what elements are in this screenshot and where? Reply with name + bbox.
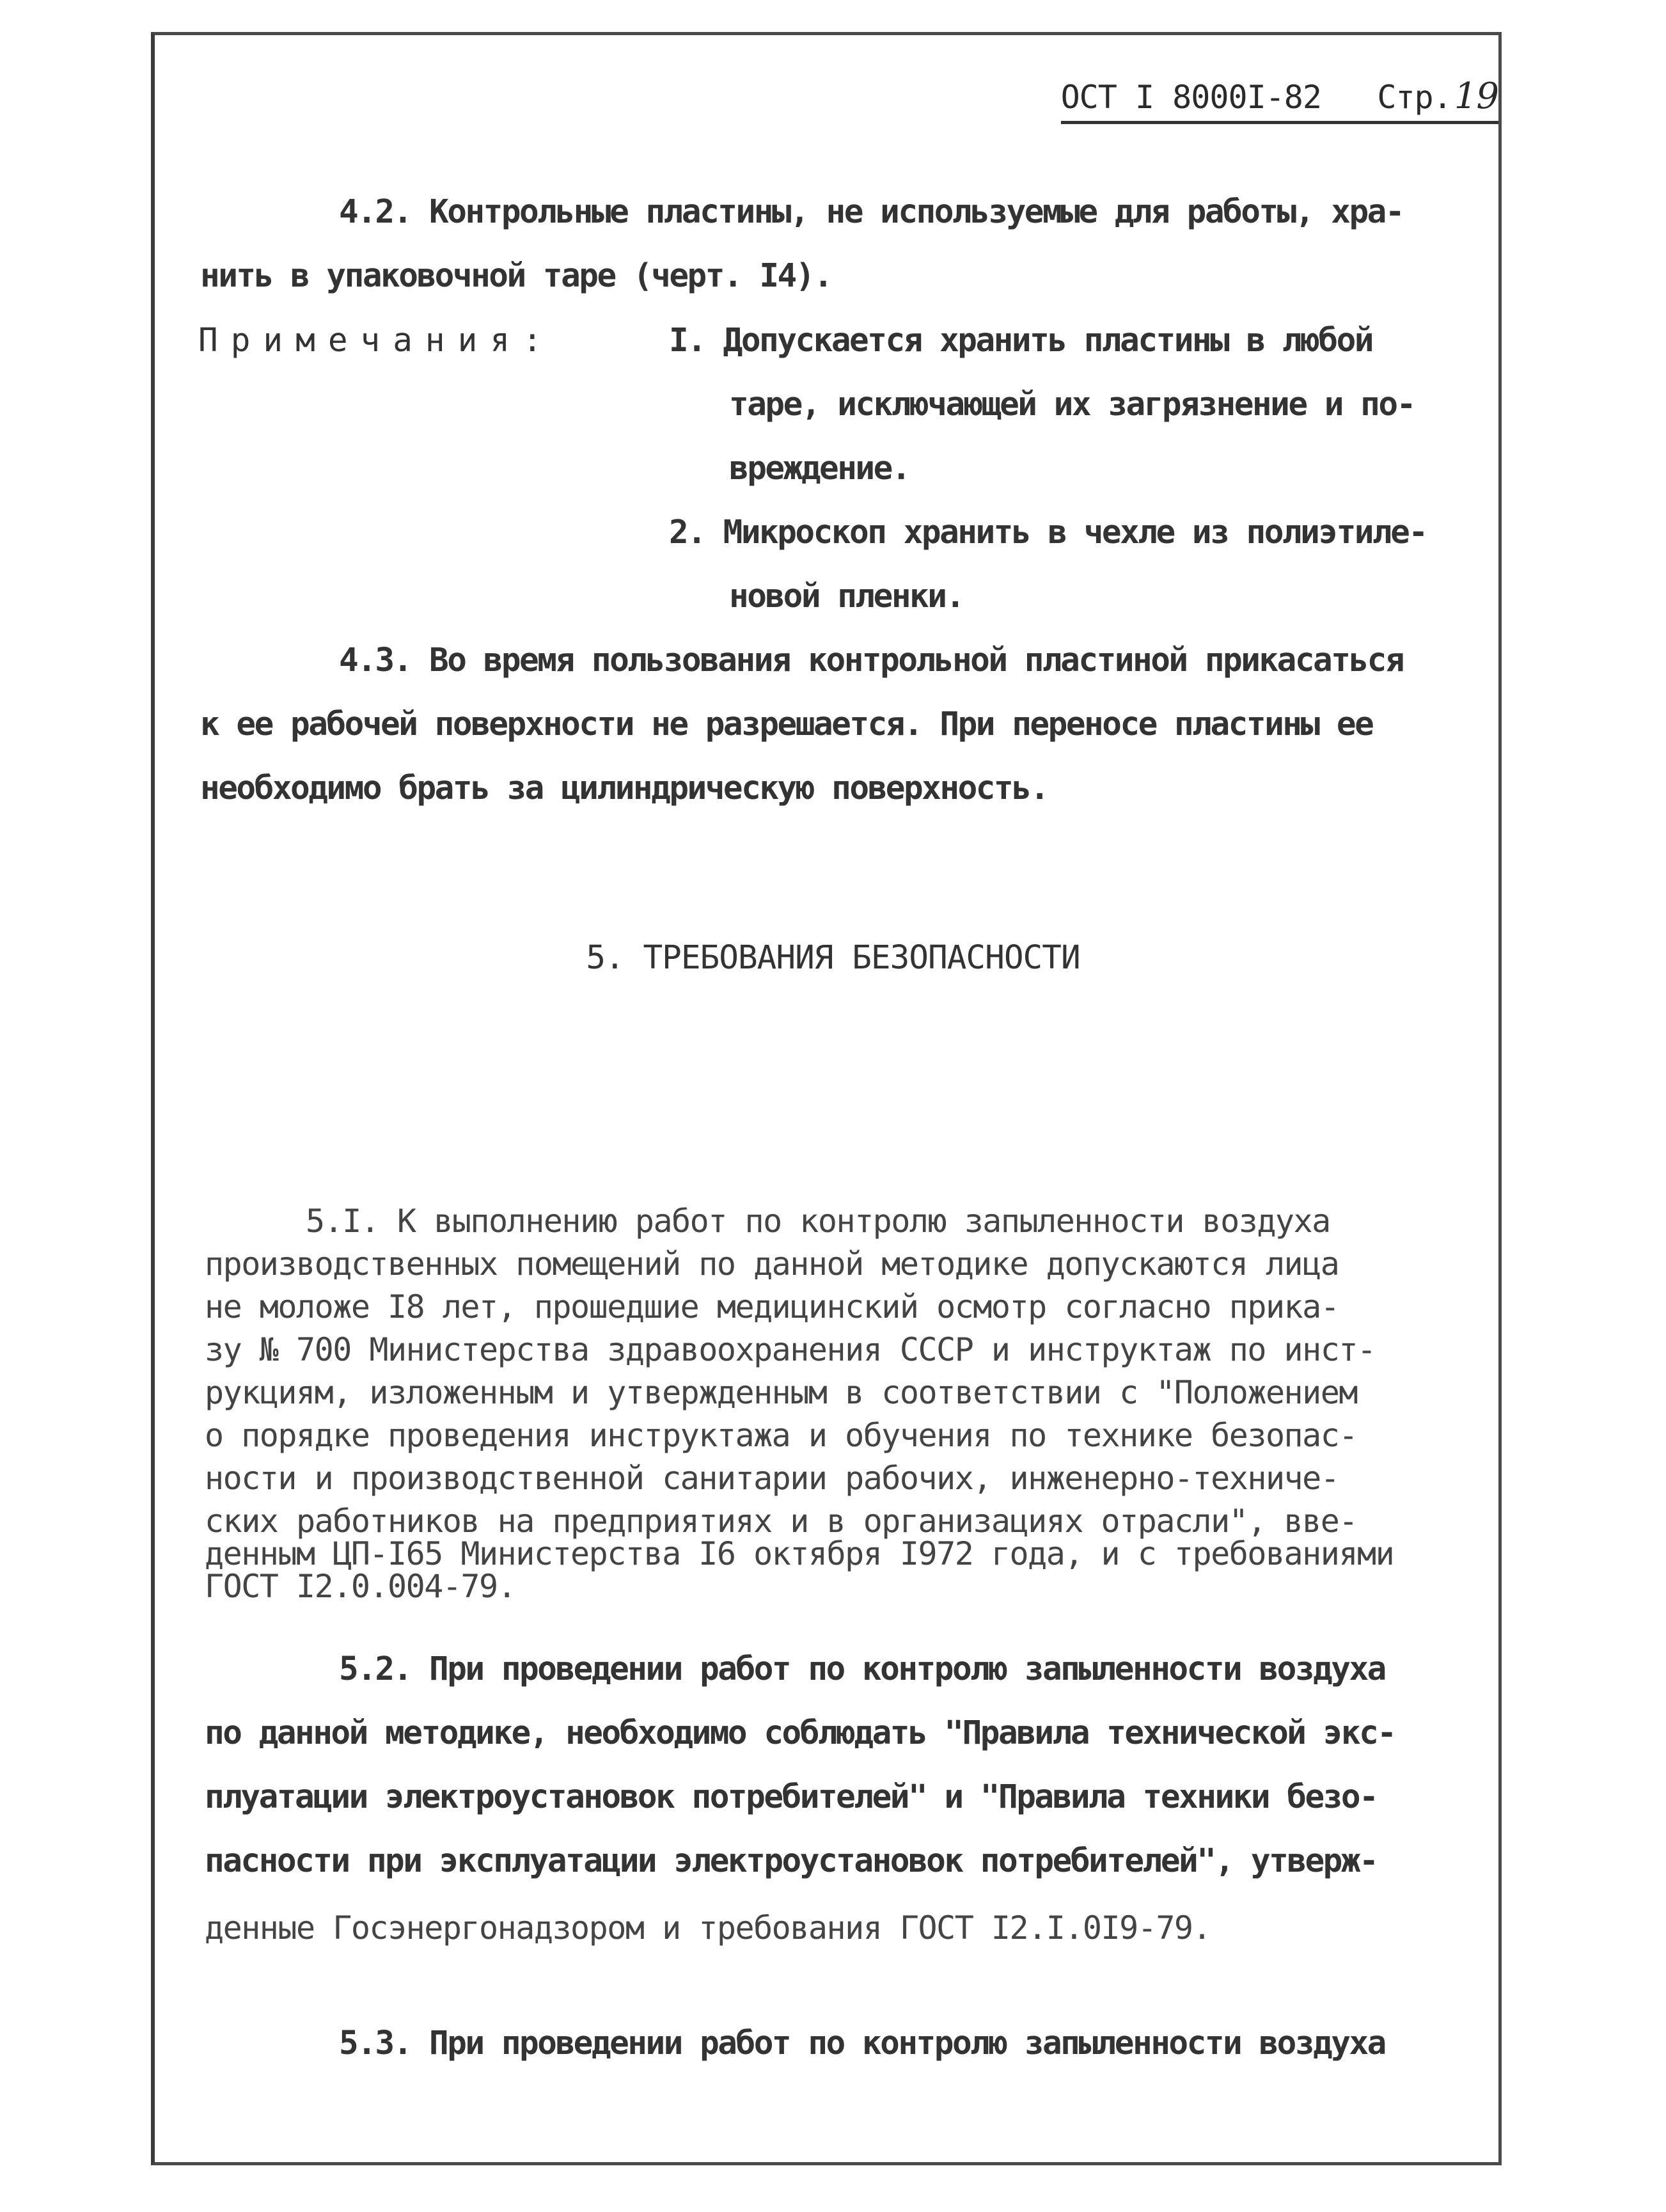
para-4-3-line: к ее рабочей поверхности не разрешается. При переносе пластины ее <box>200 706 1373 743</box>
para-4-2-line: нить в упаковочной таре (черт. I4). <box>200 257 832 295</box>
para-5-1-line: денным ЦП-I65 Министерства I6 октября I972 года, и с требованиями <box>205 1535 1394 1572</box>
para-5-1-line: производственных помещений по данной методике допускаются лица <box>205 1245 1339 1283</box>
note-item: новой пленки. <box>729 578 964 615</box>
document-number: ОСТ I 8000I-82 <box>1060 79 1321 116</box>
para-4-3-line: 4.3. Во время пользования контрольной пластиной прикасаться <box>339 642 1404 679</box>
page-number: 19 <box>1454 75 1498 117</box>
note-item: I. Допускается хранить пластины в любой <box>669 322 1372 359</box>
para-5-2-line: плуатации электроустановок потребителей" и "Правила техники безо- <box>205 1778 1378 1816</box>
note-item: вреждение. <box>729 450 910 487</box>
para-5-1-line: ГОСТ I2.0.004-79. <box>205 1568 516 1605</box>
notes-label: Примечания: <box>198 322 555 359</box>
para-5-1-line: ности и производственной санитарии рабочих, инженерно-техниче- <box>205 1460 1339 1497</box>
para-5-1-line: 5.I. К выполнению работ по контролю запыленности воздуха <box>306 1203 1330 1240</box>
para-5-1-line: не моложе I8 лет, прошедшие медицинский осмотр согласно прика- <box>205 1288 1339 1325</box>
para-5-1-line: ских работников на предприятиях и в организациях отрасли", вве- <box>205 1503 1357 1540</box>
note-item: таре, исключающей их загрязнение и по- <box>729 386 1415 423</box>
para-5-2-line: пасности при эксплуатации электроустановок потребителей", утверж- <box>205 1842 1378 1880</box>
para-5-1-line: зу № 700 Министерства здравоохранения СССР и инструктаж по инст- <box>205 1331 1376 1368</box>
page-header <box>1061 75 1498 124</box>
section-title: 5. ТРЕБОВАНИЯ БЕЗОПАСНОСТИ <box>586 939 1080 977</box>
para-5-2-line: 5.2. При проведении работ по контролю запыленности воздуха <box>339 1650 1385 1688</box>
para-5-1-line: о порядке проведения инструктажа и обучения по технике безопас- <box>205 1417 1357 1454</box>
para-5-2-line: денные Госэнергонадзором и требования ГОСТ I2.I.0I9-79. <box>205 1909 1211 1947</box>
para-4-2-line: 4.2. Контрольные пластины, не используемые для работы, хра- <box>339 193 1404 231</box>
page-label: Стр. <box>1377 79 1452 116</box>
para-5-3-line: 5.3. При проведении работ по контролю запыленности воздуха <box>339 2025 1385 2062</box>
para-5-1-line: рукциям, изложенным и утвержденным в соответствии с "Положением <box>205 1374 1357 1411</box>
para-5-2-line: по данной методике, необходимо соблюдать "Правила технической экс- <box>205 1714 1395 1752</box>
para-4-3-line: необходимо брать за цилиндрическую поверхность. <box>200 770 1048 807</box>
note-item: 2. Микроскоп хранить в чехле из полиэтиле- <box>669 514 1427 551</box>
